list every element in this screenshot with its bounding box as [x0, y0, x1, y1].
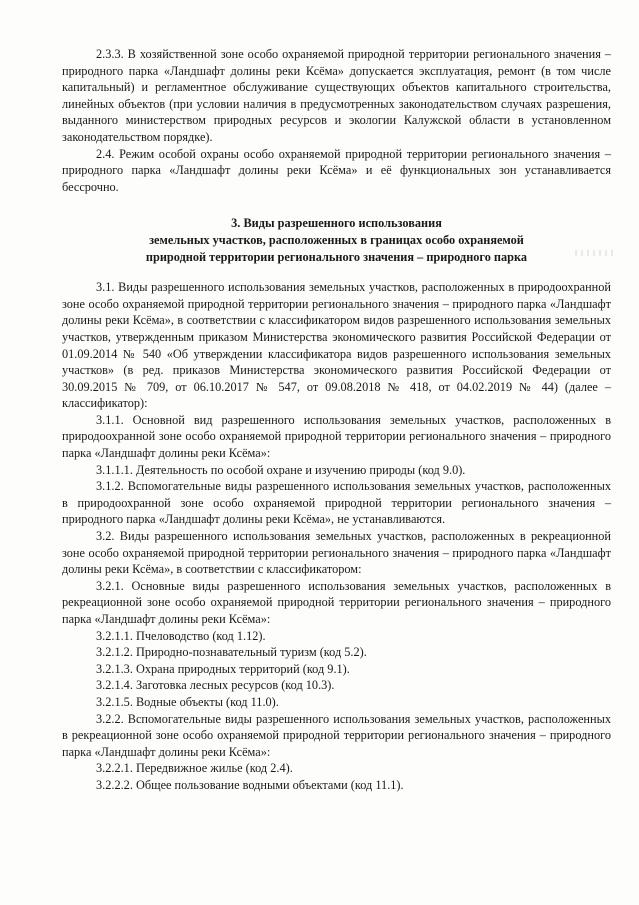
- paragraph-3-2-1-4: 3.2.1.4. Заготовка лесных ресурсов (код 10.3).: [96, 678, 335, 693]
- paragraph-2-4: 2.4. Режим особой охраны особо охраняемой природной территории регионального значения – природного парка «Ландшафт долины реки Ксёма» и её функциональных зон устанавливается бессрочно.: [62, 146, 611, 194]
- section-3-heading-line-2: земельных участков, расположенных в границах особо охраняемой: [149, 232, 524, 247]
- paragraph-3-2-1-5: 3.2.1.5. Водные объекты (код 11.0).: [96, 694, 279, 709]
- paragraph-3-2-1-2: 3.2.1.2. Природно-познавательный туризм (код 5.2).: [96, 645, 367, 660]
- paragraph-3-1: 3.1. Виды разрешенного использования земельных участков, расположенных в природоохранной зоне особо охраняемой природной территории регионального значения – природного парка «Ландшафт долины реки Ксёма», в соответствии с классификатором видов разрешенного использования земельных участков, утвержденным приказом Министерства экономического развития Российской Федерации от 01.09.2014 № 540 «Об утверждении классификатора видов разрешенного использования земельных участков» (в ред. приказов Министерства экономического развития Российской Федерации от 30.09.2015 № 709, от 06.10.2017 № 547, от 09.08.2018 № 418, от 04.02.2019 № 44) (далее – классификатор):: [62, 280, 611, 411]
- paragraph-3-2-1-3: 3.2.1.3. Охрана природных территорий (код 9.1).: [96, 661, 350, 676]
- section-3-heading-line-3: природной территории регионального значения – природного парка: [145, 249, 528, 264]
- paragraph-3-1-2: 3.1.2. Вспомогательные виды разрешенного использования земельных участков, расположенных в природоохранной зоне особо охраняемой природной территории регионального значения – природного парка «Ландшафт долины реки Ксёма», не устанавливаются.: [62, 479, 611, 527]
- paragraph-3-2-1-1: 3.2.1.1. Пчеловодство (код 1.12).: [96, 628, 266, 643]
- paragraph-3-1-1-1: 3.1.1.1. Деятельность по особой охране и изучению природы (код 9.0).: [96, 462, 466, 477]
- paragraph-3-2: 3.2. Виды разрешенного использования земельных участков, расположенных в рекреационной зоне особо охраняемой природной территории регионального значения – природного парка «Ландшафт долины реки Ксёма», в соответствии с классификатором:: [62, 529, 611, 577]
- section-3-heading: [62, 215, 611, 265]
- paragraph-3-2-2: 3.2.2. Вспомогательные виды разрешенного использования земельных участков, расположенных в рекреационной зоне особо охраняемой природной территории регионального значения – природного парка «Ландшафт долины реки Ксёма»:: [62, 711, 611, 759]
- paragraph-3-2-2-1: 3.2.2.1. Передвижное жилье (код 2.4).: [96, 761, 293, 776]
- paragraph-3-2-2-2: 3.2.2.2. Общее пользование водными объектами (код 11.1).: [96, 777, 404, 792]
- scan-artifact: [575, 250, 615, 256]
- paragraph-2-3-3: 2.3.3. В хозяйственной зоне особо охраняемой природной территории регионального значения – природного парка «Ландшафт долины реки Ксёма» допускается эксплуатация, ремонт (в том числе капитальный) и регламентное обслуживание существующих объектов капитального строительства, линейных объектов (при условии наличия в предусмотренных законодательством случаях разрешения, выданного министерством природных ресурсов и экологии Калужской области в установленном законодательством порядке).: [62, 47, 611, 144]
- paragraph-3-2-1: 3.2.1. Основные виды разрешенного использования земельных участков, расположенных в рекреационной зоне особо охраняемой природной территории регионального значения – природного парка «Ландшафт долины реки Ксёма»:: [62, 578, 611, 626]
- paragraph-3-1-1: 3.1.1. Основной вид разрешенного использования земельных участков, расположенных в природоохранной зоне особо охраняемой природной территории регионального значения – природного парка «Ландшафт долины реки Ксёма»:: [62, 412, 611, 461]
- section-3-heading-line-1: 3. Виды разрешенного использования: [231, 216, 442, 231]
